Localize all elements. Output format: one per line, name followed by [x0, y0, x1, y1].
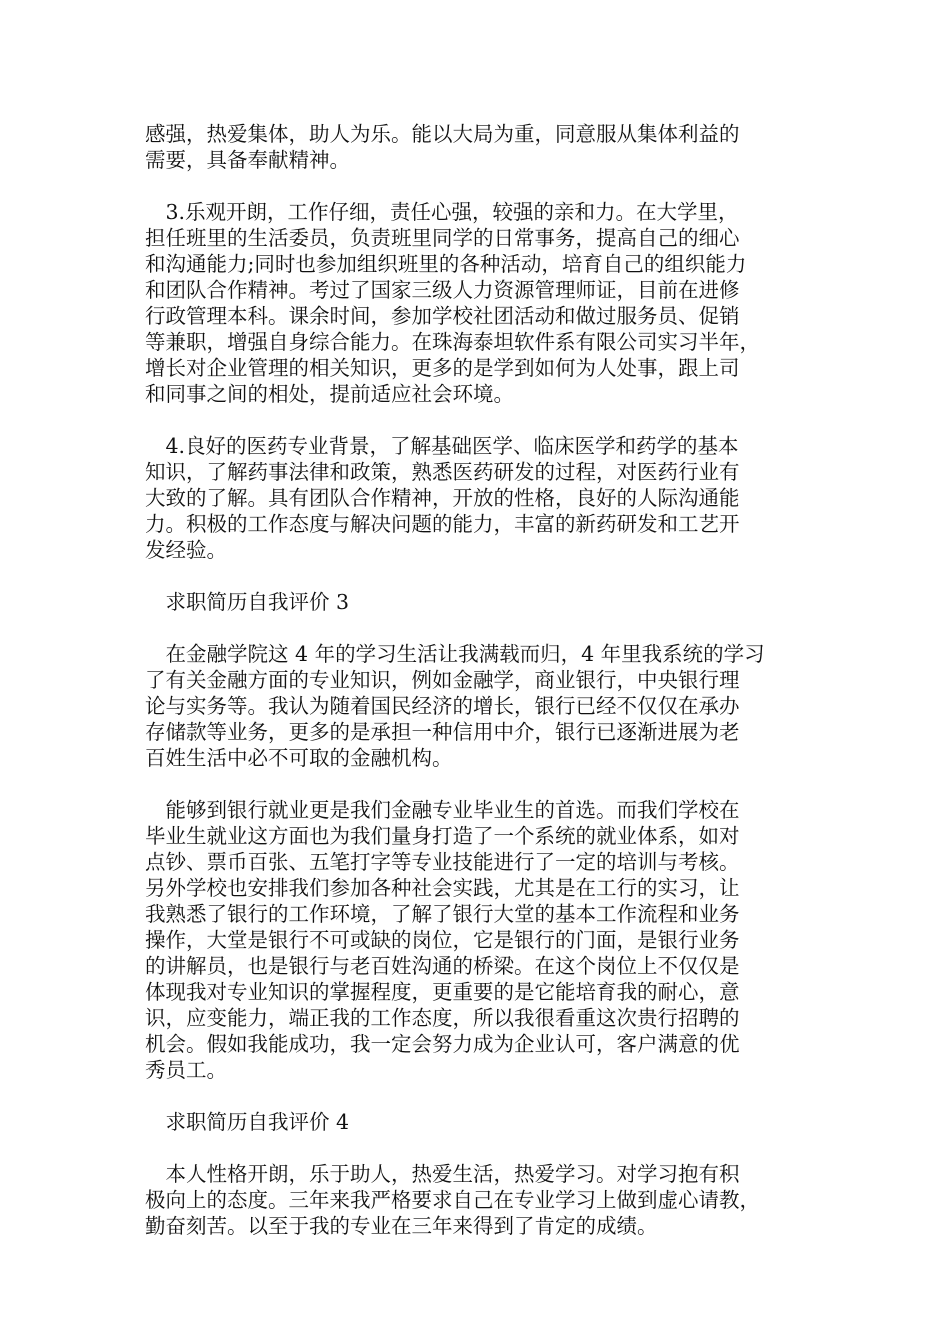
- text-line: 能够到银行就业更是我们金融专业毕业生的首选。而我们学校在: [145, 798, 740, 822]
- text-line: 识，应变能力，端正我的工作态度，所以我很看重这次贵行招聘的: [145, 1006, 740, 1030]
- text-line: 在金融学院这 4 年的学习生活让我满载而归，4 年里我系统的学习: [145, 642, 765, 666]
- text-line: 和沟通能力;同时也参加组织班里的各种活动，培育自己的组织能力: [145, 252, 747, 276]
- text-line: 了有关金融方面的专业知识，例如金融学，商业银行，中央银行理: [145, 668, 740, 692]
- paragraph-3: [145, 433, 809, 563]
- text-line: 力。积极的工作态度与解决问题的能力，丰富的新药研发和工艺开: [145, 512, 740, 536]
- text-line: 知识，了解药事法律和政策，熟悉医药研发的过程，对医药行业有: [145, 460, 740, 484]
- text-line: 另外学校也安排我们参加各种社会实践，尤其是在工行的实习，让: [145, 876, 740, 900]
- text-line: 勤奋刻苦。以至于我的专业在三年来得到了肯定的成绩。: [145, 1214, 658, 1238]
- text-line: 本人性格开朗，乐于助人，热爱生活，热爱学习。对学习抱有积: [145, 1162, 740, 1186]
- text-line: 秀员工。: [145, 1058, 227, 1082]
- text-line: 大致的了解。具有团队合作精神，开放的性格，良好的人际沟通能: [145, 486, 740, 510]
- text-line: 行政管理本科。课余时间，参加学校社团活动和做过服务员、促销: [145, 304, 740, 328]
- text-line: 机会。假如我能成功，我一定会努力成为企业认可，客户满意的优: [145, 1032, 740, 1056]
- heading-text: 求职简历自我评价 4: [145, 1110, 350, 1134]
- text-line: 论与实务等。我认为随着国民经济的增长，银行已经不仅仅在承办: [145, 694, 740, 718]
- text-line: 毕业生就业这方面也为我们量身打造了一个系统的就业体系，如对: [145, 824, 740, 848]
- paragraph-5: [145, 797, 809, 1083]
- text-line: 等兼职，增强自身综合能力。在珠海泰坦软件系有限公司实习半年，: [145, 330, 760, 354]
- text-line: 和同事之间的相处，提前适应社会环境。: [145, 382, 514, 406]
- paragraph-2: [145, 199, 809, 407]
- document-page: [145, 121, 809, 1265]
- paragraph-4: [145, 641, 809, 771]
- text-line: 的讲解员，也是银行与老百姓沟通的桥梁。在这个岗位上不仅仅是: [145, 954, 740, 978]
- text-line: 点钞、票币百张、五笔打字等专业技能进行了一定的培训与考核。: [145, 850, 740, 874]
- text-line: 存储款等业务，更多的是承担一种信用中介，银行已逐渐进展为老: [145, 720, 740, 744]
- text-line: 我熟悉了银行的工作环境，了解了银行大堂的基本工作流程和业务: [145, 902, 740, 926]
- heading-text: 求职简历自我评价 3: [145, 590, 350, 614]
- text-line: 发经验。: [145, 538, 227, 562]
- section-heading-3: [145, 589, 809, 615]
- text-line: 和团队合作精神。考过了国家三级人力资源管理师证，目前在进修: [145, 278, 740, 302]
- text-line: 体现我对专业知识的掌握程度，更重要的是它能培育我的耐心，意: [145, 980, 740, 1004]
- text-line: 4.良好的医药专业背景，了解基础医学、临床医学和药学的基本: [145, 434, 739, 458]
- text-line: 极向上的态度。三年来我严格要求自己在专业学习上做到虚心请教，: [145, 1188, 760, 1212]
- text-line: 3.乐观开朗，工作仔细，责任心强，较强的亲和力。在大学里，: [145, 200, 739, 224]
- paragraph-1: [145, 121, 809, 173]
- text-line: 增长对企业管理的相关知识，更多的是学到如何为人处事，跟上司: [145, 356, 740, 380]
- text-line: 百姓生活中必不可取的金融机构。: [145, 746, 453, 770]
- section-heading-4: [145, 1109, 809, 1135]
- text-line: 感强，热爱集体，助人为乐。能以大局为重，同意服从集体利益的: [145, 122, 740, 146]
- text-line: 操作，大堂是银行不可或缺的岗位，它是银行的门面，是银行业务: [145, 928, 740, 952]
- text-line: 需要，具备奉献精神。: [145, 148, 350, 172]
- text-line: 担任班里的生活委员，负责班里同学的日常事务，提高自己的细心: [145, 226, 740, 250]
- paragraph-6: [145, 1161, 809, 1239]
